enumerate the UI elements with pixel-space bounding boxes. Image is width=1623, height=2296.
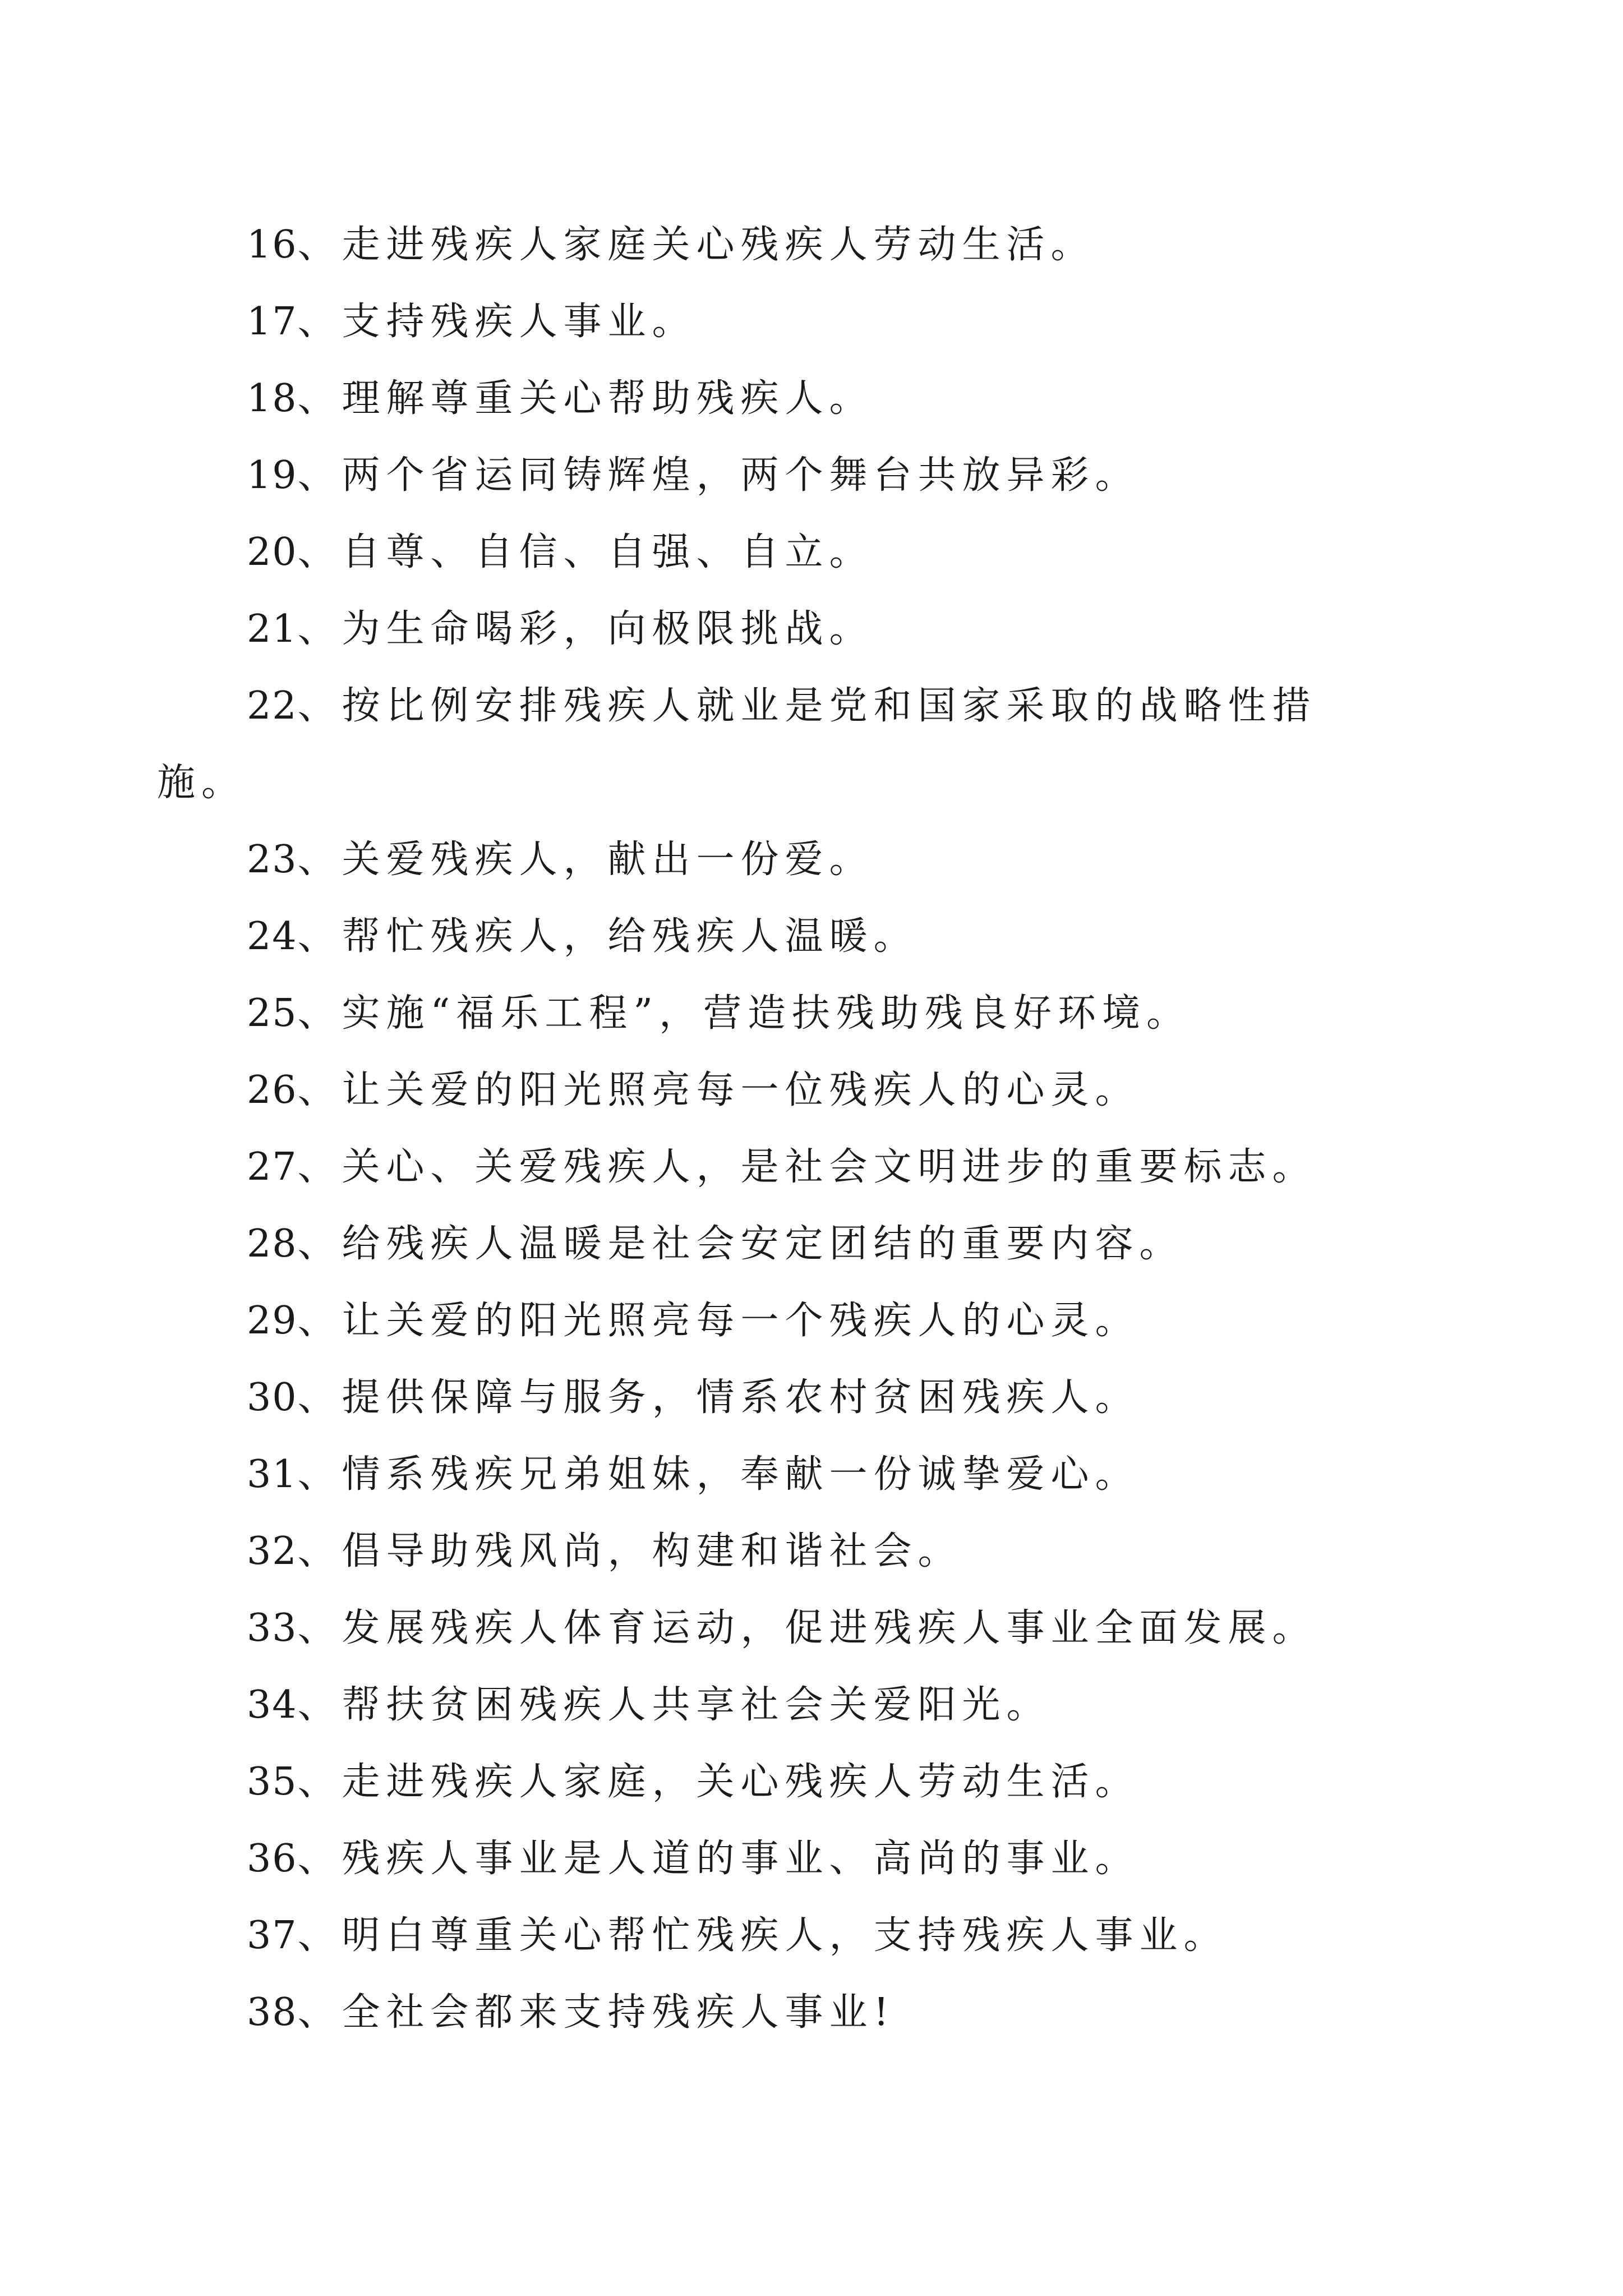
list-item — [247, 206, 1413, 283]
item-text: 、给残疾人温暖是社会安定团结的重要内容。 — [297, 1222, 1184, 1266]
item-text: 、按比例安排残疾人就业是党和国家采取的战略性措施。 — [157, 684, 1317, 805]
list-item — [247, 1436, 1413, 1513]
item-number: 24 — [247, 914, 298, 959]
list-item — [247, 1743, 1413, 1820]
item-number: 33 — [247, 1606, 298, 1650]
item-number: 23 — [247, 838, 298, 882]
item-number: 28 — [247, 1222, 298, 1266]
list-item — [247, 1359, 1413, 1436]
item-number: 25 — [247, 991, 298, 1036]
item-text: 、情系残疾兄弟姐妹，奉献一份诚挚爱心。 — [297, 1452, 1140, 1497]
item-number: 32 — [247, 1529, 298, 1573]
list-item — [247, 1513, 1413, 1590]
list-item — [247, 1897, 1413, 1974]
list-item — [247, 1974, 1413, 2051]
list-item — [247, 360, 1413, 437]
item-number: 16 — [247, 223, 298, 267]
item-number: 36 — [247, 1837, 298, 1881]
item-text: 、实施“福乐工程”，营造扶残助残良好环境。 — [297, 991, 1191, 1036]
item-text: 、提供保障与服务，情系农村贫困残疾人。 — [297, 1375, 1140, 1420]
list-item — [247, 591, 1413, 668]
item-number: 19 — [247, 453, 298, 498]
item-number: 21 — [247, 607, 298, 651]
list-item — [247, 283, 1413, 360]
item-text: 、帮忙残疾人，给残疾人温暖。 — [297, 914, 918, 959]
item-text: 、自尊、自信、自强、自立。 — [297, 530, 874, 574]
item-number: 37 — [247, 1913, 298, 1958]
item-number: 27 — [247, 1145, 298, 1189]
item-text: 、支持残疾人事业。 — [297, 300, 697, 344]
list-item — [247, 1129, 1413, 1205]
item-text: 、为生命喝彩，向极限挑战。 — [297, 607, 874, 651]
item-text: 、让关爱的阳光照亮每一位残疾人的心灵。 — [297, 1068, 1140, 1112]
list-item — [247, 1282, 1413, 1359]
item-text: 、理解尊重关心帮助残疾人。 — [297, 376, 874, 421]
item-text: 、残疾人事业是人道的事业、高尚的事业。 — [297, 1837, 1140, 1881]
slogan-list — [157, 206, 1413, 2051]
item-text: 、关心、关爱残疾人，是社会文明进步的重要标志。 — [297, 1145, 1317, 1189]
item-number: 18 — [247, 376, 298, 421]
list-item — [157, 668, 1368, 821]
item-number: 17 — [247, 300, 298, 344]
item-number: 35 — [247, 1760, 298, 1804]
item-text: 、发展残疾人体育运动，促进残疾人事业全面发展。 — [297, 1606, 1317, 1650]
list-item — [247, 437, 1413, 514]
item-text: 、让关爱的阳光照亮每一个残疾人的心灵。 — [297, 1299, 1140, 1343]
item-number: 30 — [247, 1375, 298, 1420]
item-number: 29 — [247, 1299, 298, 1343]
item-text: 、两个省运同铸辉煌，两个舞台共放异彩。 — [297, 453, 1140, 498]
item-text: 、走进残疾人家庭，关心残疾人劳动生活。 — [297, 1760, 1140, 1804]
list-item — [247, 975, 1413, 1052]
item-text: 、明白尊重关心帮忙残疾人，支持残疾人事业。 — [297, 1913, 1228, 1958]
item-text: 、帮扶贫困残疾人共享社会关爱阳光。 — [297, 1683, 1051, 1727]
list-item — [247, 898, 1413, 975]
item-number: 31 — [247, 1452, 298, 1497]
list-item — [247, 514, 1413, 591]
item-number: 22 — [247, 684, 298, 728]
list-item — [247, 1205, 1413, 1282]
list-item — [247, 821, 1413, 898]
item-number: 20 — [247, 530, 298, 574]
item-text: 、关爱残疾人，献出一份爱。 — [297, 838, 874, 882]
item-text: 、全社会都来支持残疾人事业! — [297, 1990, 895, 2035]
item-number: 34 — [247, 1683, 298, 1727]
item-text: 、倡导助残风尚，构建和谐社会。 — [297, 1529, 962, 1573]
item-text: 、走进残疾人家庭关心残疾人劳动生活。 — [297, 223, 1095, 267]
list-item — [247, 1052, 1413, 1129]
list-item — [247, 1667, 1413, 1743]
item-number: 26 — [247, 1068, 298, 1112]
list-item — [247, 1590, 1413, 1667]
list-item — [247, 1820, 1413, 1897]
item-number: 38 — [247, 1990, 298, 2035]
